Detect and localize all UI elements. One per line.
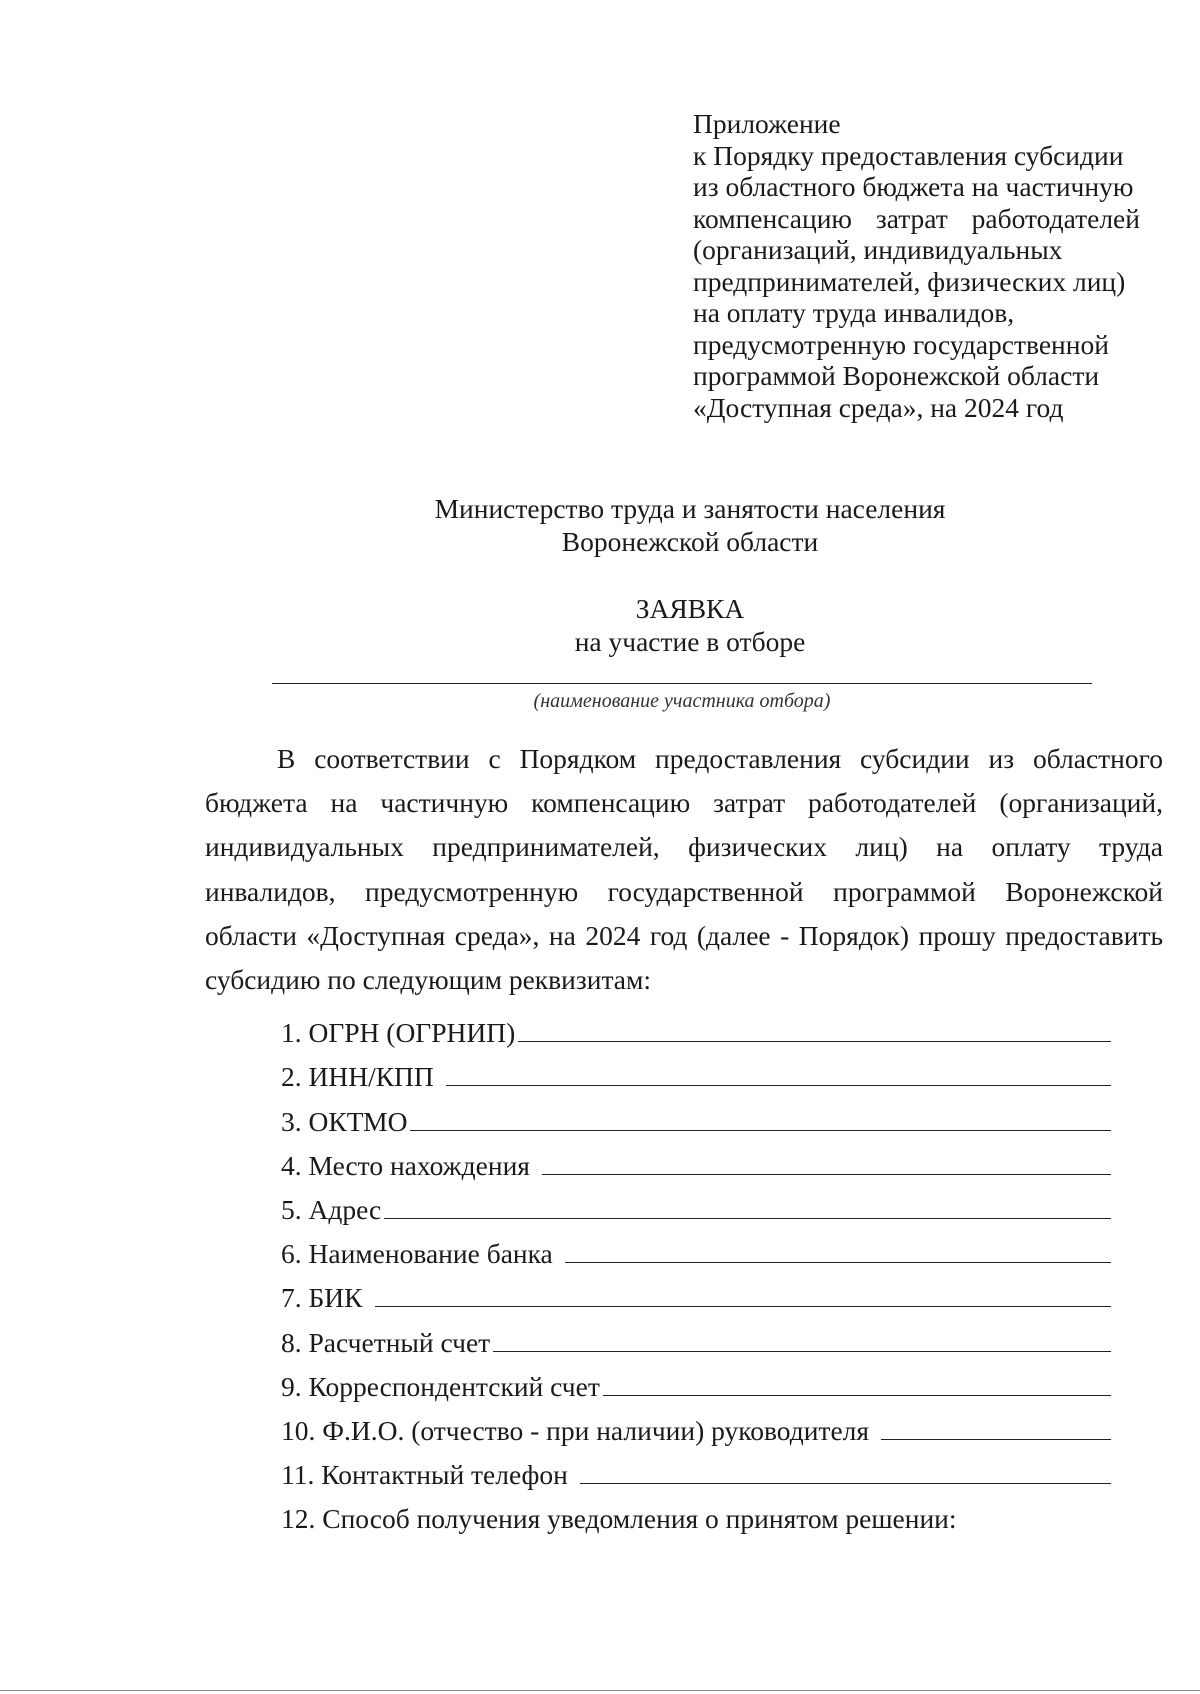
ministry-line-2: Воронежской области: [561, 526, 819, 557]
requisite-blank[interactable]: [384, 1218, 1111, 1219]
appendix-line: к Порядку предоставления субсидии: [693, 139, 1124, 171]
page-bottom-rule: [0, 1690, 1200, 1691]
requisite-blank[interactable]: [446, 1085, 1111, 1086]
request-body-text: В соответствии с Порядком предоставления субсидии из областного бюджета на частичную компенсацию затрат работодателей (организаций, индивидуальных предпринимателей, физических лиц) на оплату труда инвалидов, предусмотренную государственной программой Воронежской области «Доступная среда», на 2024 год (далее - Порядок) прошу предоставить субсидию по следующим реквизитам:: [205, 743, 1163, 996]
appendix-line: из областного бюджета на частичную: [693, 171, 1134, 202]
requisite-correspondent-account: [281, 1359, 1111, 1403]
appendix-line: «Доступная среда», на 2024 год: [693, 391, 1064, 423]
requisite-ogrn: [281, 1005, 1111, 1049]
appendix-line: на оплату труда инвалидов,: [693, 297, 1015, 328]
appendix-line: программой Воронежской области: [693, 360, 1100, 391]
requisites-list: [281, 1005, 1111, 1535]
requisite-blank[interactable]: [580, 1483, 1111, 1484]
requisite-label: 6. Наименование банка: [281, 1238, 553, 1270]
requisite-label: 9. Корреспондентский счет: [281, 1370, 600, 1402]
requisite-phone: [281, 1447, 1111, 1491]
appendix-line: компенсацию затрат работодателей: [693, 202, 1140, 234]
requisite-blank[interactable]: [375, 1306, 1112, 1307]
requisite-label: 7. БИК: [281, 1282, 363, 1314]
requisite-blank[interactable]: [542, 1174, 1111, 1175]
document-title: [0, 592, 1200, 658]
appendix-line: предпринимателей, физических лиц): [693, 265, 1126, 297]
ministry-name: [0, 492, 1200, 558]
participant-name-blank[interactable]: [272, 683, 1092, 684]
requisite-head-name: [281, 1403, 1111, 1447]
appendix-line: Приложение: [693, 108, 841, 139]
requisite-label: 5. Адрес: [281, 1193, 382, 1225]
requisite-label: 1. ОГРН (ОГРНИП): [281, 1017, 516, 1049]
title-main: ЗАЯВКА: [635, 593, 745, 624]
requisite-settlement-account: [281, 1314, 1111, 1358]
requisite-notification-method: [281, 1491, 1111, 1535]
requisite-blank[interactable]: [493, 1351, 1111, 1352]
requisite-bik: [281, 1270, 1111, 1314]
appendix-header: [693, 108, 1163, 423]
requisite-blank[interactable]: [518, 1041, 1111, 1042]
requisite-label: 12. Способ получения уведомления о принятом решении:: [281, 1503, 957, 1535]
requisite-blank[interactable]: [565, 1262, 1111, 1263]
requisite-inn-kpp: [281, 1049, 1111, 1093]
requisite-address: [281, 1182, 1111, 1226]
requisite-blank[interactable]: [881, 1439, 1111, 1440]
requisite-label: 2. ИНН/КПП: [281, 1061, 434, 1093]
requisite-blank[interactable]: [410, 1130, 1111, 1131]
ministry-line-1: Министерство труда и занятости населения: [434, 493, 946, 524]
requisite-label: 11. Контактный телефон: [281, 1459, 568, 1491]
requisite-label: 8. Расчетный счет: [281, 1326, 491, 1358]
appendix-line: предусмотренную государственной: [693, 328, 1109, 360]
requisite-bank-name: [281, 1226, 1111, 1270]
participant-caption: (наименование участника отбора): [533, 690, 831, 712]
requisite-label: 4. Место нахождения: [281, 1149, 530, 1181]
requisite-blank[interactable]: [603, 1395, 1111, 1396]
requisite-oktmo: [281, 1093, 1111, 1137]
requisite-label: 3. ОКТМО: [281, 1105, 408, 1137]
requisite-location: [281, 1138, 1111, 1182]
title-sub: на участие в отборе: [574, 626, 806, 657]
appendix-line: (организаций, индивидуальных: [693, 234, 1063, 265]
requisite-label: 10. Ф.И.О. (отчество - при наличии) руководителя: [281, 1414, 870, 1446]
